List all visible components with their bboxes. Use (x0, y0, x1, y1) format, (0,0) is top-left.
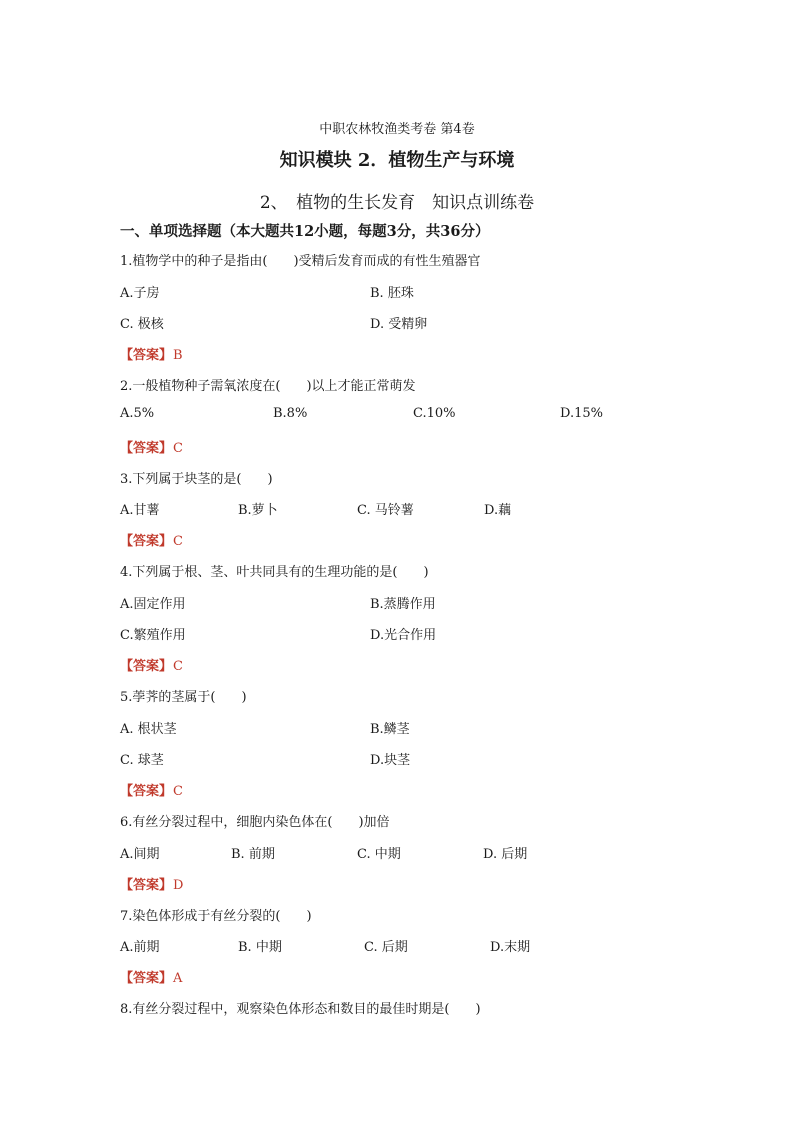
answer-value: B (173, 348, 183, 363)
q7-option-a: A.前期 (120, 940, 160, 955)
q3-option-c: C. 马铃薯 (357, 503, 414, 518)
q6-option-c: C. 中期 (357, 847, 401, 862)
question-4: 4.下列属于根、茎、叶共同具有的生理功能的是( ) (120, 565, 429, 580)
q4-option-c: C.繁殖作用 (120, 628, 186, 643)
q4-option-a: A.固定作用 (120, 597, 186, 612)
question-6: 6.有丝分裂过程中，细胞内染色体在( )加倍 (120, 815, 390, 830)
answer-value: C (173, 784, 183, 799)
q1-option-c: C. 极核 (120, 317, 164, 332)
q6-option-d: D. 后期 (483, 847, 528, 862)
question-7: 7.染色体形成于有丝分裂的( ) (120, 909, 312, 924)
q3-option-b: B.萝卜 (238, 503, 278, 518)
exam-subtitle: 2、 植物的生长发育 知识点训练卷 (259, 193, 535, 213)
question-1: 1.植物学中的种子是指由( )受精后发育而成的有性生殖器官 (120, 254, 481, 269)
answer-value: C (173, 441, 183, 456)
q6-option-a: A.间期 (120, 847, 160, 862)
q1-answer (120, 344, 183, 363)
q1-option-d: D. 受精卵 (370, 317, 428, 332)
q5-option-d: D.块茎 (370, 753, 411, 768)
answer-tag: 【答案】 (120, 878, 173, 893)
q2-option-d: D.15% (560, 406, 603, 421)
module-title: 知识模块 2．植物生产与环境 (279, 150, 515, 171)
q2-option-c: C.10% (413, 406, 456, 421)
answer-tag: 【答案】 (120, 784, 173, 799)
answer-value: C (173, 659, 183, 674)
q4-answer (120, 655, 183, 674)
answer-tag: 【答案】 (120, 971, 173, 986)
answer-tag: 【答案】 (120, 659, 173, 674)
exam-header: 中职农林牧渔类考卷 第4卷 (319, 122, 475, 137)
q6-answer (120, 874, 183, 893)
section-heading: 一、单项选择题（本大题共12小题，每题3分，共36分） (120, 223, 490, 240)
q4-option-b: B.蒸腾作用 (370, 597, 436, 612)
answer-value: A (173, 971, 183, 986)
answer-tag: 【答案】 (120, 348, 173, 363)
q5-option-b: B.鳞茎 (370, 722, 410, 737)
q1-option-b: B. 胚珠 (370, 286, 414, 301)
q1-option-a: A.子房 (120, 286, 160, 301)
q5-answer (120, 780, 183, 799)
answer-tag: 【答案】 (120, 441, 173, 456)
q3-option-a: A.甘薯 (120, 503, 160, 518)
question-8: 8.有丝分裂过程中，观察染色体形态和数目的最佳时期是( ) (120, 1002, 481, 1017)
answer-tag: 【答案】 (120, 534, 173, 549)
question-5: 5.荸荠的茎属于( ) (120, 690, 247, 705)
q7-option-d: D.末期 (490, 940, 531, 955)
q3-option-d: D.藕 (484, 503, 512, 518)
q7-option-b: B. 中期 (238, 940, 282, 955)
q6-option-b: B. 前期 (231, 847, 275, 862)
q2-option-b: B.8% (273, 406, 308, 421)
answer-value: C (173, 534, 183, 549)
question-3: 3.下列属于块茎的是( ) (120, 472, 273, 487)
q5-option-c: C. 球茎 (120, 753, 164, 768)
answer-value: D (173, 878, 184, 893)
q4-option-d: D.光合作用 (370, 628, 437, 643)
q5-option-a: A. 根状茎 (120, 722, 177, 737)
q7-answer (120, 967, 182, 986)
q2-answer (120, 437, 183, 456)
question-2: 2.一般植物种子需氧浓度在( )以上才能正常萌发 (120, 379, 416, 394)
q7-option-c: C. 后期 (364, 940, 408, 955)
q3-answer (120, 530, 183, 549)
q2-option-a: A.5% (120, 406, 155, 421)
